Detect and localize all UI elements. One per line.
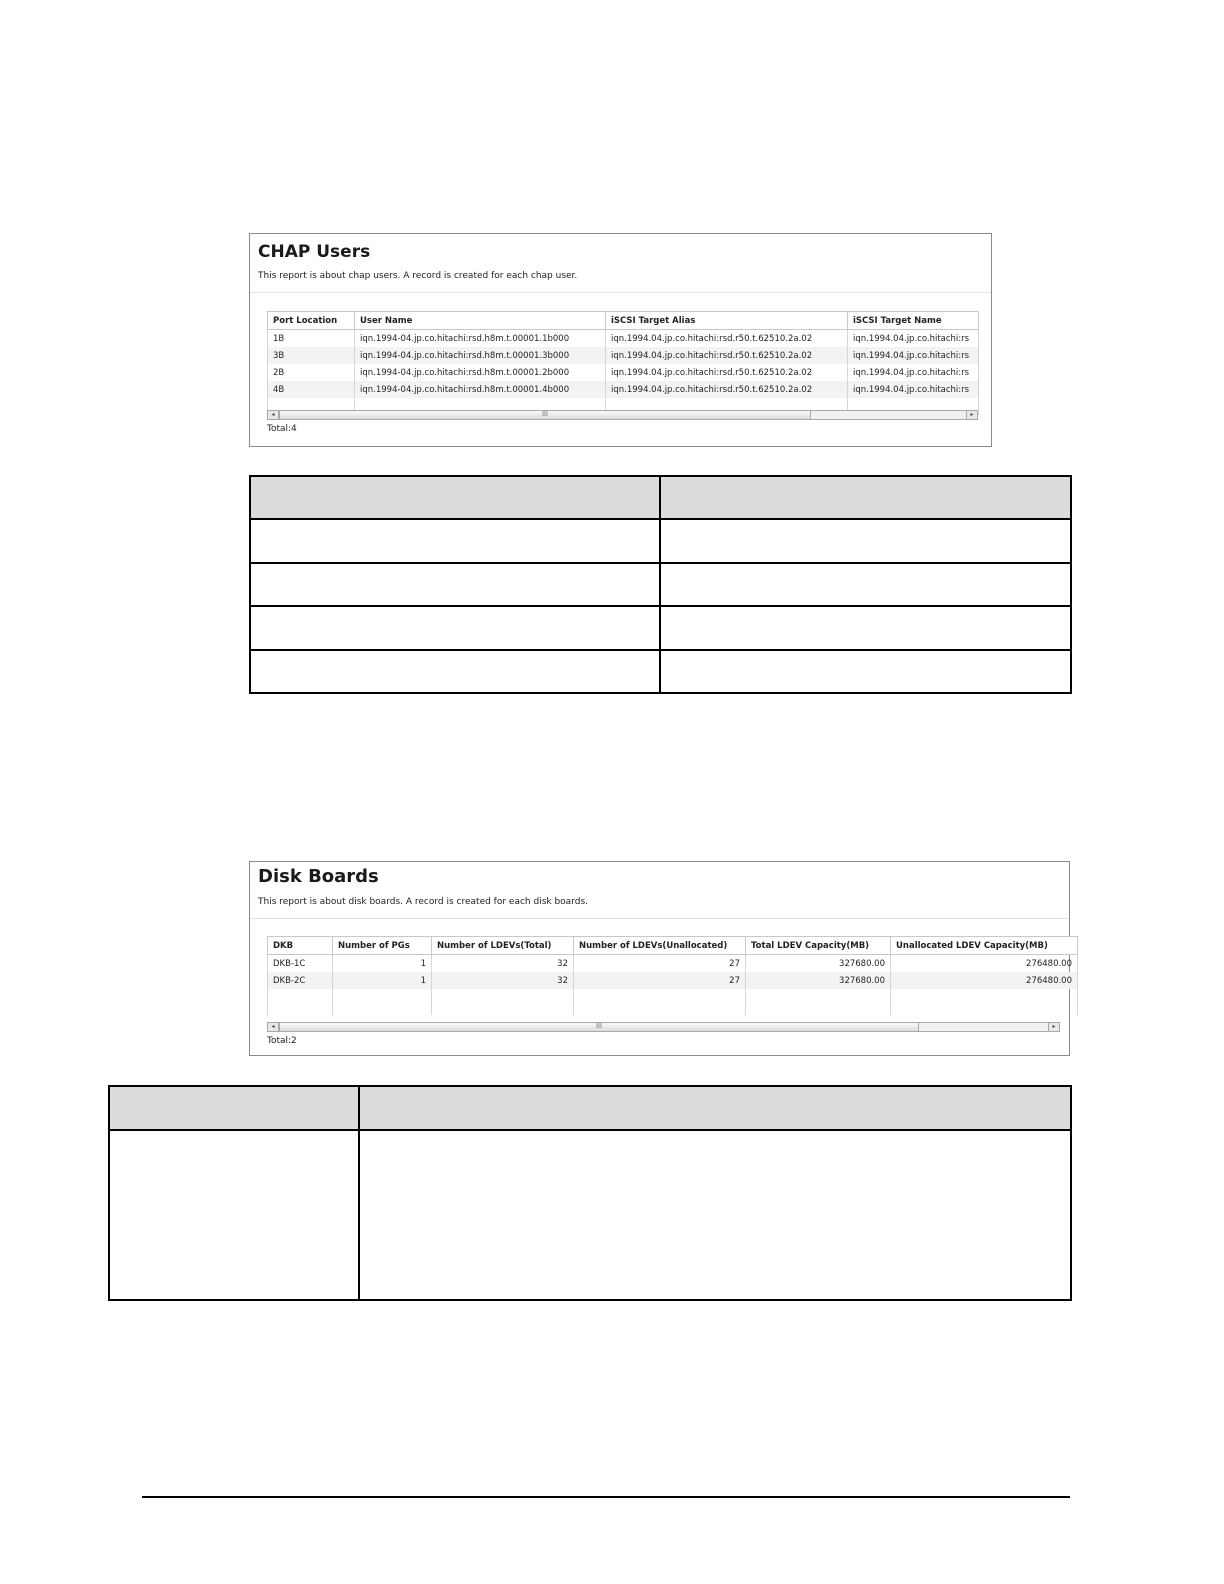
chap-users-report: [249, 233, 992, 447]
scrollbar-thumb[interactable]: III: [279, 1023, 919, 1031]
table-row: [250, 563, 1071, 606]
disk-total-count: Total:2: [267, 1036, 297, 1046]
cell-iscsi-target-alias: iqn.1994.04.jp.co.hitachi:rsd.r50.t.62510.2a.02: [606, 364, 848, 381]
disk-report-separator: [250, 918, 1069, 919]
table-row: [250, 519, 1071, 563]
disk-report-title: Disk Boards: [258, 866, 379, 887]
chap-fields-table: [249, 475, 1072, 694]
cell-port-location: 4B: [268, 381, 355, 398]
cell-ldevs-unallocated: 27: [574, 972, 746, 989]
column-header-ldevs-unallocated[interactable]: Number of LDEVs(Unallocated): [574, 937, 746, 955]
chap-report-description: This report is about chap users. A record is created for each chap user.: [258, 271, 578, 281]
table-row[interactable]: [268, 330, 979, 348]
chap-report-title: CHAP Users: [258, 242, 371, 262]
cell-iscsi-target-name: iqn.1994.04.jp.co.hitachi:rs: [848, 364, 979, 381]
table-row: [250, 650, 1071, 693]
scroll-left-arrow-icon[interactable]: ◂: [268, 1023, 279, 1031]
table-header-cell: [250, 476, 660, 519]
cell-unallocated-ldev-capacity: 276480.00: [891, 955, 1078, 973]
chap-horizontal-scrollbar[interactable]: [267, 410, 978, 420]
scroll-right-arrow-icon[interactable]: ▸: [1048, 1023, 1059, 1031]
disk-boards-report: [249, 861, 1070, 1056]
cell-user-name: iqn.1994-04.jp.co.hitachi:rsd.h8m.t.00001.1b000: [355, 330, 606, 348]
table-row[interactable]: [268, 364, 979, 381]
column-header-number-of-pgs[interactable]: Number of PGs: [333, 937, 432, 955]
cell-port-location: 2B: [268, 364, 355, 381]
cell-total-ldev-capacity: 327680.00: [746, 972, 891, 989]
table-row: [109, 1130, 1071, 1300]
cell-total-ldev-capacity: 327680.00: [746, 955, 891, 973]
table-row-empty: [268, 989, 1078, 1015]
cell-dkb: DKB-2C: [268, 972, 333, 989]
cell-iscsi-target-name: iqn.1994.04.jp.co.hitachi:rs: [848, 347, 979, 364]
table-row[interactable]: [268, 955, 1078, 973]
table-header-cell: [660, 476, 1071, 519]
chap-report-separator: [250, 292, 991, 293]
column-header-iscsi-target-alias[interactable]: iSCSI Target Alias: [606, 312, 848, 330]
disk-horizontal-scrollbar[interactable]: [267, 1022, 1060, 1032]
cell-user-name: iqn.1994-04.jp.co.hitachi:rsd.h8m.t.00001.4b000: [355, 381, 606, 398]
column-header-iscsi-target-name[interactable]: iSCSI Target Name: [848, 312, 979, 330]
disk-fields-table: [108, 1085, 1072, 1301]
cell-ldevs-total: 32: [432, 972, 574, 989]
cell-user-name: iqn.1994-04.jp.co.hitachi:rsd.h8m.t.00001.3b000: [355, 347, 606, 364]
scroll-left-arrow-icon[interactable]: ◂: [268, 411, 279, 419]
cell-iscsi-target-name: iqn.1994.04.jp.co.hitachi:rs: [848, 381, 979, 398]
scroll-right-arrow-icon[interactable]: ▸: [966, 411, 977, 419]
column-header-user-name[interactable]: User Name: [355, 312, 606, 330]
table-row[interactable]: [268, 972, 1078, 989]
cell-port-location: 3B: [268, 347, 355, 364]
cell-iscsi-target-alias: iqn.1994.04.jp.co.hitachi:rsd.r50.t.62510.2a.02: [606, 381, 848, 398]
cell-iscsi-target-alias: iqn.1994.04.jp.co.hitachi:rsd.r50.t.62510.2a.02: [606, 330, 848, 348]
cell-number-of-pgs: 1: [333, 955, 432, 973]
cell-iscsi-target-alias: iqn.1994.04.jp.co.hitachi:rsd.r50.t.62510.2a.02: [606, 347, 848, 364]
column-header-port-location[interactable]: Port Location: [268, 312, 355, 330]
cell-iscsi-target-name: iqn.1994.04.jp.co.hitachi:rs: [848, 330, 979, 348]
disk-report-description: This report is about disk boards. A record is created for each disk boards.: [258, 897, 588, 907]
table-header-cell: [109, 1086, 359, 1130]
footer-rule: [142, 1496, 1070, 1498]
cell-ldevs-unallocated: 27: [574, 955, 746, 973]
column-header-unallocated-ldev-capacity[interactable]: Unallocated LDEV Capacity(MB): [891, 937, 1078, 955]
cell-number-of-pgs: 1: [333, 972, 432, 989]
column-header-ldevs-total[interactable]: Number of LDEVs(Total): [432, 937, 574, 955]
table-row[interactable]: [268, 381, 979, 398]
cell-unallocated-ldev-capacity: 276480.00: [891, 972, 1078, 989]
table-row[interactable]: [268, 347, 979, 364]
column-header-dkb[interactable]: DKB: [268, 937, 333, 955]
cell-port-location: 1B: [268, 330, 355, 348]
table-header-cell: [359, 1086, 1071, 1130]
chap-total-count: Total:4: [267, 424, 297, 434]
column-header-total-ldev-capacity[interactable]: Total LDEV Capacity(MB): [746, 937, 891, 955]
cell-dkb: DKB-1C: [268, 955, 333, 973]
scrollbar-thumb[interactable]: III: [279, 411, 811, 419]
table-row: [250, 606, 1071, 650]
cell-ldevs-total: 32: [432, 955, 574, 973]
disk-boards-grid: [267, 936, 1072, 1021]
cell-user-name: iqn.1994-04.jp.co.hitachi:rsd.h8m.t.00001.2b000: [355, 364, 606, 381]
chap-users-grid: [267, 311, 978, 409]
